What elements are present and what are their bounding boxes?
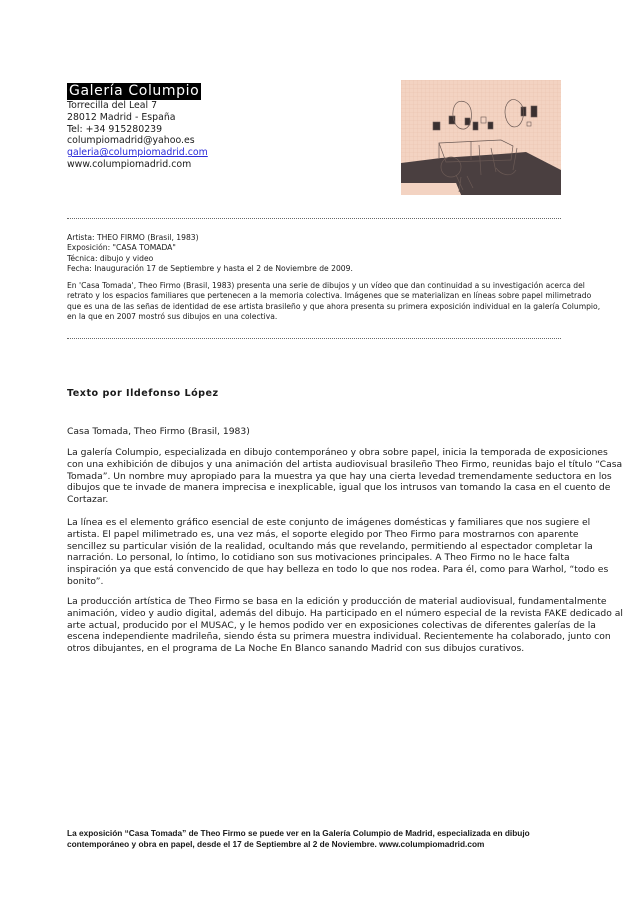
paragraph-line: narración. Lo personal, lo íntimo, lo cotidiano son sus motivaciones principales. A Theo Firmo no le hace falta [67, 552, 570, 564]
address-line-2: 28012 Madrid - España [67, 111, 176, 123]
essay-paragraph-1 [67, 447, 623, 506]
artwork-image [401, 80, 561, 195]
intro-paragraph [67, 281, 601, 323]
technique-line: Técnica: dibujo y video [67, 253, 154, 263]
paragraph-line: escena independiente madrileña, siendo ésta su primera muestra individual. Recientemente ha colaborado, junto con [67, 631, 611, 643]
divider-top [67, 218, 561, 219]
address-line-1: Torrecilla del Leal 7 [67, 100, 158, 111]
paragraph-line: artista. El papel milimetrado es, una vez más, el soporte elegido por Theo Firmo para mostrarnos con aparente [67, 528, 579, 540]
essay-paragraph-2 [67, 517, 609, 588]
footer-line-2: contemporáneo y obra en papel, desde el 17 de Septiembre al 2 de Noviembre. www.columpiomadrid.com [67, 839, 485, 849]
paragraph-line: animación, video y audio digital, además del dibujo. Ha participado en el número especial de la revista FAKE dedicado al [67, 607, 623, 619]
artwork-drawing [401, 80, 561, 195]
divider-bottom [67, 338, 561, 339]
website: www.columpiomadrid.com [67, 158, 192, 170]
paragraph-line: Tomada”. Un nombre muy apropiado para la muestra ya que hay una cierta levedad tremendamente seductora en los [67, 470, 612, 482]
paragraph-line: sencillez su particular visión de la realidad, ocultando más que revelando, permitiendo al espectador completar la [67, 540, 593, 552]
paragraph-line: bonito”. [67, 575, 104, 587]
intro-line: en la que en 2007 mostró sus dibujos en una colectiva. [67, 312, 278, 322]
paragraph-line: Cortazar. [67, 494, 109, 506]
paragraph-line: inspiración ya que está convencido de que hay belleza en todo lo que nos rodea. Para él, como para Warhol, “todo es [67, 564, 609, 576]
essay-subtitle: Casa Tomada, Theo Firmo (Brasil, 1983) [67, 426, 250, 437]
essay-paragraph-3 [67, 596, 623, 655]
footer-line-1: La exposición “Casa Tomada” de Theo Firmo se puede ver en la Galería Columpio de Madrid, especializada en dibujo [67, 828, 530, 838]
intro-line: En 'Casa Tomada', Theo Firmo (Brasil, 1983) presenta una serie de dibujos y un vídeo que dan continuidad a su investigación acerca del [67, 281, 585, 290]
paragraph-line: otros dibujantes, en el programa de La Noche En Blanco sanando Madrid con sus dibujos curativos. [67, 643, 525, 655]
exhibition-line: Exposición: "CASA TOMADA" [67, 243, 176, 253]
paragraph-line: La producción artística de Theo Firmo se basa en la edición y producción de material audiovisual, fundamentalmente [67, 596, 607, 607]
artist-line: Artista: THEO FIRMO (Brasil, 1983) [67, 233, 199, 242]
email-gallery-link[interactable]: galeria@columpiomadrid.com [67, 147, 208, 159]
footer-note [67, 828, 530, 850]
intro-line: retrato y los espacios familiares que pertenecen a la memoria colectiva. Imágenes que se materializan en líneas sobre papel milimetrado [67, 291, 592, 301]
paragraph-line: arte actual, producido por el MUSAC, y le hemos podido ver en exposiciones colectivas de diferentes galerías de la [67, 619, 596, 631]
gallery-name: Galería Columpio [69, 83, 200, 99]
intro-line: que es una de las señas de identidad de ese artista brasileño y que ahora presenta su primera exposición individual en la galería Columpio, [67, 301, 601, 311]
floor-light [401, 183, 461, 195]
date-line: Fecha: Inauguración 17 de Septiembre y hasta el 2 de Noviembre de 2009. [67, 264, 353, 274]
paragraph-line: La línea es el elemento gráfico esencial de este conjunto de imágenes domésticas y familiares que nos sugiere el [67, 517, 591, 528]
email-yahoo: columpiomadrid@yahoo.es [67, 135, 195, 147]
phone: Tel: +34 915280239 [67, 123, 163, 135]
paragraph-line: con una exhibición de dibujos y una animación del artista audiovisual brasileño Theo Firmo, reunidas bajo el título “Casa [67, 458, 623, 470]
paragraph-line: dibujos que te invade de manera imprecisa e inexplicable, igual que los intrusos van tomando la casa en el cuento de [67, 482, 611, 494]
contact-block [67, 100, 208, 171]
exhibition-info [67, 233, 353, 275]
essay-title: Texto por Ildefonso López [67, 388, 219, 399]
paragraph-line: La galería Columpio, especializada en dibujo contemporáneo y obra sobre papel, inicia la temporada de exposiciones [67, 447, 608, 458]
